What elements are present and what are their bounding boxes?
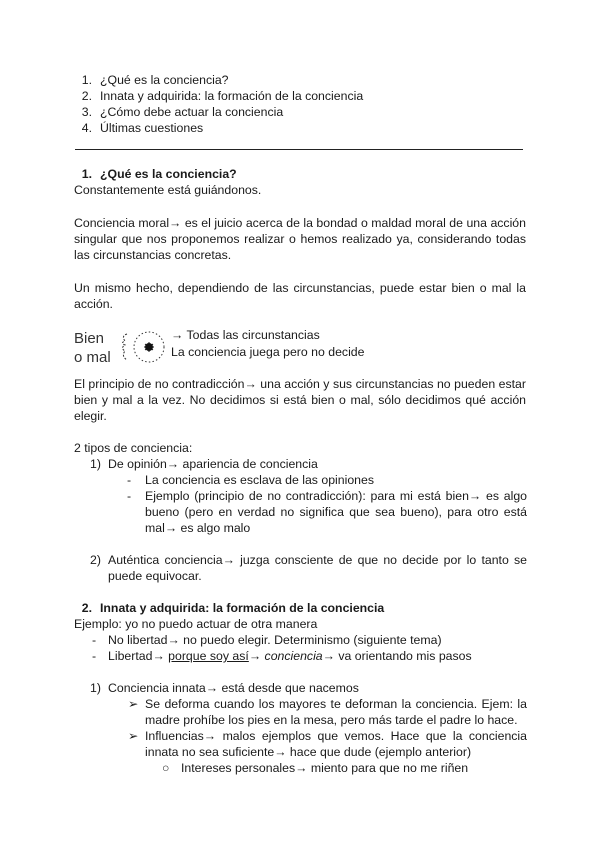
arrow-item-deforma: Se deforma cuando los mayores te deforman la conciencia. Ejem: la madre prohíbe los pies en la mesa, pero más tarde el padre lo hace.: [145, 697, 527, 727]
section-1-heading: 1. ¿Qué es la conciencia?: [81, 167, 237, 181]
example-line: Ejemplo: yo no puedo actuar de otra manera: [74, 617, 318, 631]
diagram-line-1: → Todas las circunstancias: [171, 328, 320, 342]
horizontal-divider: [75, 149, 523, 150]
type-1-sub-1: La conciencia es esclava de las opiniones: [145, 473, 375, 487]
toc-item: 4. Últimas cuestiones: [81, 121, 204, 135]
dash-marker: -: [127, 489, 132, 503]
section-2-heading: 2. Innata y adquirida: la formación de la conciencia: [81, 601, 385, 615]
type-1-sub-2: Ejemplo (principio de no contradicción): para mi está bien→ es algo bueno (pero en verdad no significa que sea bueno), para otro está mal→ es algo malo: [145, 489, 527, 535]
principle-paragraph: El principio de no contradicción→ una acción y sus circunstancias no pueden estar bien y mal a la vez. No decidimos si está bien o mal, sólo decidimos qué acción elegir.: [74, 377, 526, 423]
intro-text: Constantemente está guiándonos.: [74, 183, 262, 197]
type-1-text: De opinión→ apariencia de conciencia: [108, 457, 318, 471]
toc-item: 2. Innata y adquirida: la formación de la conciencia: [81, 89, 364, 103]
diagram-line-2: La conciencia juega pero no decide: [171, 345, 365, 359]
types-intro: 2 tipos de conciencia:: [74, 441, 193, 455]
arrow-item-influencias: Influencias→ malos ejemplos que vemos. Hace que la conciencia innata no sea suficiente→ hace que dude (ejemplo anterior): [145, 729, 527, 759]
toc-item: 3. ¿Cómo debe actuar la conciencia: [81, 105, 284, 119]
dash-marker: -: [92, 633, 97, 647]
moral-conscience-paragraph: Conciencia moral→ es el juicio acerca de la bondad o maldad moral de una acción singular que nos proponemos realizar o hemos realizado ya, considerando todas las circunstancias concretas.: [74, 216, 526, 262]
dash-marker: -: [92, 649, 97, 663]
diagram-word-o-mal: o mal: [74, 349, 111, 366]
innate-conscience-text: Conciencia innata→ está desde que nacemos: [108, 681, 359, 695]
bullet-libertad: Libertad→ porque soy así→ conciencia→ va orientando mis pasos: [108, 649, 472, 663]
bullet-no-libertad: No libertad→ no puedo elegir. Determinismo (siguiente tema): [108, 633, 442, 647]
circle-diagram-icon: [117, 327, 169, 369]
diagram-word-bien: Bien: [74, 330, 105, 347]
toc-item: 1. ¿Qué es la conciencia?: [81, 73, 229, 87]
circle-bullet-icon: ○: [162, 761, 170, 775]
circle-item-intereses: Intereses personales→ miento para que no me riñen: [181, 761, 469, 775]
arrow-bullet-icon: ➢: [128, 697, 139, 711]
dash-marker: -: [127, 473, 132, 487]
same-fact-paragraph: Un mismo hecho, dependiendo de las circunstancias, puede estar bien o mal la acción.: [74, 281, 526, 311]
type-2-text: Auténtica conciencia→ juzga consciente de que no decide por lo tanto se puede equivocar.: [108, 553, 527, 583]
arrow-bullet-icon: ➢: [128, 729, 139, 743]
